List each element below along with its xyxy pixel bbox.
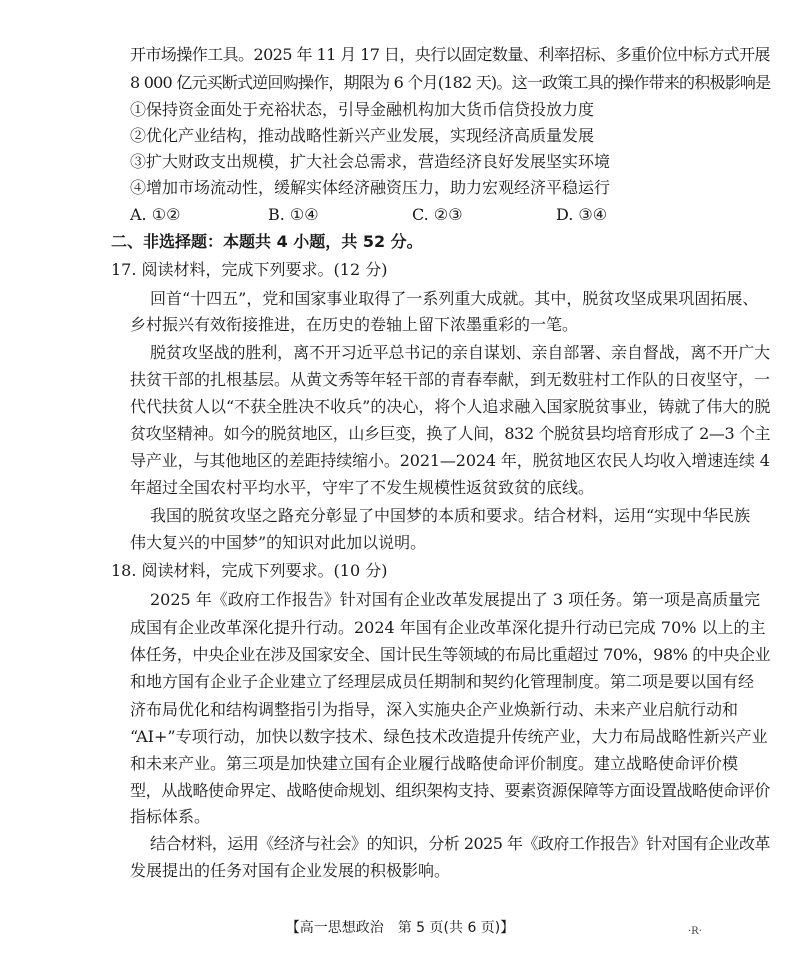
q17-requirement-line-1: 我国的脱贫攻坚之路充分彰显了中国梦的本质和要求。结合材料，运用“实现中华民族 [150, 506, 751, 525]
page-footer: 【高一思想政治 第 5 页(共 6 页)】 [285, 920, 515, 936]
q18-material-line-1: 2025 年《政府工作报告》针对国有企业改革发展提出了 3 项任务。第一项是高质量完 [150, 590, 761, 609]
q17-material-line-6: 贫攻坚精神。如今的脱贫地区，山乡巨变，换了人间，832 个脱贫县均培育形成了 2—3 个主 [130, 424, 771, 443]
q16-option-c: C. ②③ [412, 205, 463, 224]
q18-material-line-7: 和未来产业。第三项是加快建立国有企业履行战略使命评价制度。建立战略使命评价模 [130, 754, 739, 773]
q17-material-line-4: 扶贫干部的扎根基层。从黄文秀等年轻干部的青春奉献，到无数驻村工作队的日夜坚守，一 [130, 370, 771, 389]
q18-material-line-4: 和地方国有企业子企业建立了经理层成员任期制和契约化管理制度。第二项是要以国有经 [130, 672, 755, 691]
q16-statement-1: ①保持资金面处于充裕状态，引导金融机构加大货币信贷投放力度 [130, 100, 595, 119]
q16-option-d: D. ③④ [556, 205, 608, 224]
q18-material-line-3: 体任务，中央企业在涉及国家安全、国计民生等领域的布局比重超过 70%，98% 的中央企业 [130, 645, 771, 664]
q16-options [130, 203, 770, 227]
q16-option-a: A. ①② [130, 205, 181, 224]
section-2-header: 二、非选择题：本题共 4 小题，共 52 分。 [111, 232, 423, 251]
q16-stem-line-1: 开市场操作工具。2025 年 11 月 17 日，央行以固定数量、利率招标、多重价位中标方式开展 [130, 45, 770, 64]
q18-title: 18. 阅读材料，完成下列要求。(10 分) [111, 561, 388, 580]
q17-requirement-line-2: 伟大复兴的中国梦”的知识对此加以说明。 [130, 533, 427, 552]
q18-material-line-8: 型，从战略使命界定、战略使命规划、组织架构支持、要素资源保障等方面设置战略使命评价 [130, 781, 771, 800]
q16-option-b: B. ①④ [268, 205, 319, 224]
q17-material-line-8: 年超过全国农村平均水平，守牢了不发生规模性返贫致贫的底线。 [130, 478, 595, 497]
q17-title: 17. 阅读材料，完成下列要求。(12 分) [111, 260, 388, 279]
q18-requirement-line-2: 发展提出的任务对国有企业发展的积极影响。 [130, 861, 451, 880]
q16-statement-4: ④增加市场流动性，缓解实体经济融资压力，助力宏观经济平稳运行 [130, 178, 611, 197]
q16-statement-2: ②优化产业结构，推动战略性新兴产业发展，实现经济高质量发展 [130, 126, 595, 145]
q18-material-line-2: 成国有企业改革深化提升行动。2024 年国有企业改革深化提升行动已完成 70% 以上的主 [130, 618, 766, 637]
q17-material-line-5: 代代扶贫人以“不获全胜决不收兵”的决心，将个人追求融入国家脱贫事业，铸就了伟大的脱 [130, 397, 771, 416]
q17-material-line-2: 乡村振兴有效衔接推进，在历史的卷轴上留下浓墨重彩的一笔。 [130, 315, 579, 334]
q17-material-line-3: 脱贫攻坚战的胜利，离不开习近平总书记的亲自谋划、亲自部署、亲自督战，离不开广大 [150, 343, 771, 362]
q18-material-line-6: “AI+”专项行动，加快以数字技术、绿色技术改造提升传统产业，大力布局战略性新兴产业 [130, 727, 768, 746]
q17-material-line-1: 回首“十四五”，党和国家事业取得了一系列重大成就。其中，脱贫攻坚成果巩固拓展、 [150, 289, 759, 308]
q18-material-line-5: 济布局优化和结构调整指引为指导，深入实施央企产业焕新行动、未来产业启航行动和 [130, 700, 739, 719]
q16-statement-3: ③扩大财政支出规模，扩大社会总需求，营造经济良好发展坚实环境 [130, 152, 611, 171]
q18-requirement-line-1: 结合材料，运用《经济与社会》的知识，分析 2025 年《政府工作报告》针对国有企业改革 [150, 834, 770, 853]
q16-stem-line-2: 8 000 亿元买断式逆回购操作，期限为 6 个月(182 天)。这一政策工具的操作带来的积极影响是 [130, 73, 771, 92]
q18-material-line-9: 指标体系。 [130, 807, 211, 826]
footer-mark: ·R· [688, 926, 702, 937]
q17-material-line-7: 导产业，与其他地区的差距持续缩小。2021—2024 年，脱贫地区农民人均收入增速连续 4 [130, 451, 770, 470]
